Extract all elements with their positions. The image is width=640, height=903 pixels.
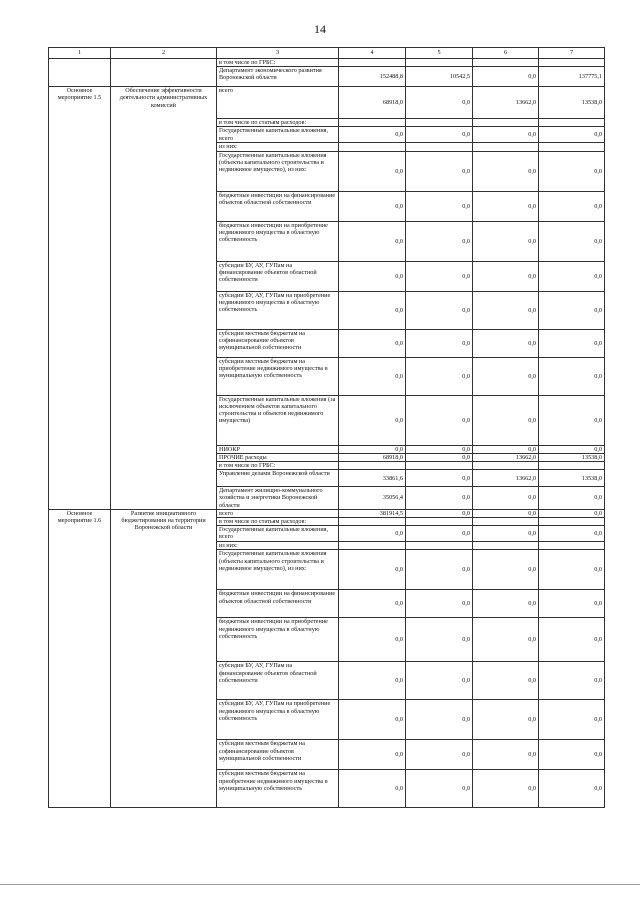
value-cell: 0,0	[406, 618, 473, 662]
value-cell: 0,0	[473, 191, 539, 221]
measure-name: Развитие инициативного бюджетирования на территории Воронежской области	[111, 509, 217, 808]
value-cell	[339, 542, 406, 550]
value-cell: 0,0	[406, 221, 473, 261]
value-cell: 0,0	[339, 329, 406, 357]
value-cell: 0,0	[339, 357, 406, 395]
value-cell: 0,0	[406, 453, 473, 461]
bottom-rule	[0, 884, 640, 885]
measure-code: Основное мероприятие 1.5	[49, 87, 111, 510]
value-cell: 0,0	[473, 127, 539, 143]
row-label: субсидии местным бюджетам на софинансирование объектов муниципальной собственности	[217, 740, 339, 770]
col-header-7: 7	[539, 48, 605, 59]
row-label: в том числе по статьям расходов:	[217, 119, 339, 127]
value-cell: 0,0	[339, 291, 406, 329]
value-cell	[406, 59, 473, 67]
value-cell: 0,0	[339, 221, 406, 261]
row-label: Государственные капитальные вложения (объекты капитального строительства и недвижимое имущество), из них:	[217, 550, 339, 590]
row-label: Департамент экономического развития Воронежской области	[217, 67, 339, 87]
value-cell	[539, 59, 605, 67]
value-cell	[539, 518, 605, 526]
value-cell: 0,0	[473, 261, 539, 291]
value-cell	[339, 518, 406, 526]
value-cell: 0,0	[473, 740, 539, 770]
row-label: Государственные капитальные вложения (за исключением объектов капитального строительства и объектов недвижимого имущества)	[217, 395, 339, 445]
continued-rows	[49, 59, 605, 87]
col-header-2: 2	[111, 48, 217, 59]
row-label: из них:	[217, 542, 339, 550]
value-cell: 381914,5	[339, 509, 406, 517]
value-cell: 0,0	[406, 740, 473, 770]
row-label: Департамент жилищно-коммунального хозяйства и энергетики Воронежской области	[217, 487, 339, 510]
value-cell: 0,0	[473, 395, 539, 445]
value-cell: 0,0	[539, 740, 605, 770]
row-label: НИОКР	[217, 445, 339, 453]
row-label: Государственные капитальные вложения, всего	[217, 127, 339, 143]
value-cell	[339, 462, 406, 470]
value-cell: 0,0	[473, 526, 539, 542]
value-cell: 13538,0	[539, 470, 605, 487]
row-label: субсидии местным бюджетам на софинансирование объектов муниципальной собственности	[217, 329, 339, 357]
value-cell: 0,0	[339, 395, 406, 445]
value-cell: 0,0	[473, 151, 539, 191]
value-cell: 0,0	[406, 700, 473, 740]
col-header-6: 6	[473, 48, 539, 59]
value-cell: 0,0	[473, 618, 539, 662]
value-cell: 0,0	[539, 357, 605, 395]
value-cell: 0,0	[406, 470, 473, 487]
row-label: бюджетные инвестиции на финансирование объектов областной собственности	[217, 590, 339, 618]
row-label: бюджетные инвестиции на приобретение недвижимого имущества в областную собственность	[217, 618, 339, 662]
row-label: бюджетные инвестиции на финансирование объектов областной собственности	[217, 191, 339, 221]
value-cell: 0,0	[539, 291, 605, 329]
row-label: в том числе по ГРБС:	[217, 462, 339, 470]
value-cell: 0,0	[539, 221, 605, 261]
value-cell: 0,0	[406, 329, 473, 357]
value-cell: 0,0	[339, 618, 406, 662]
value-cell: 152488,8	[339, 67, 406, 87]
row-label: бюджетные инвестиции на приобретение недвижимого имущества в областную собственность	[217, 221, 339, 261]
value-cell: 0,0	[539, 127, 605, 143]
value-cell: 0,0	[539, 329, 605, 357]
value-cell: 0,0	[539, 526, 605, 542]
value-cell: 0,0	[339, 770, 406, 808]
value-cell: 0,0	[473, 509, 539, 517]
value-cell	[473, 143, 539, 151]
col-header-3: 3	[217, 48, 339, 59]
value-cell	[406, 143, 473, 151]
value-cell	[406, 542, 473, 550]
value-cell: 0,0	[339, 700, 406, 740]
value-cell	[539, 143, 605, 151]
value-cell: 13538,0	[539, 87, 605, 119]
value-cell: 0,0	[406, 357, 473, 395]
value-cell: 0,0	[406, 770, 473, 808]
value-cell: 0,0	[339, 151, 406, 191]
value-cell: 0,0	[539, 151, 605, 191]
value-cell: 0,0	[473, 550, 539, 590]
value-cell: 0,0	[339, 445, 406, 453]
value-cell: 0,0	[473, 357, 539, 395]
measure-code: Основное мероприятие 1.6	[49, 509, 111, 808]
value-cell: 68918,0	[339, 453, 406, 461]
row-label: ПРОЧИЕ расходы	[217, 453, 339, 461]
row-label: всего	[217, 509, 339, 517]
value-cell: 0,0	[406, 487, 473, 510]
value-cell	[539, 462, 605, 470]
value-cell	[339, 143, 406, 151]
value-cell: 0,0	[539, 590, 605, 618]
value-cell	[339, 119, 406, 127]
row-label: в том числе по ГРБС:	[217, 59, 339, 67]
row-label: субсидии БУ, АУ, ГУПам на финансирование объектов областной собственности	[217, 261, 339, 291]
column-header-row	[49, 48, 605, 59]
value-cell: 0,0	[339, 740, 406, 770]
value-cell: 0,0	[406, 395, 473, 445]
col-header-1: 1	[49, 48, 111, 59]
value-cell: 35056,4	[339, 487, 406, 510]
value-cell: 0,0	[539, 618, 605, 662]
value-cell: 0,0	[473, 700, 539, 740]
col-header-5: 5	[406, 48, 473, 59]
value-cell	[406, 462, 473, 470]
value-cell: 13662,0	[473, 470, 539, 487]
table-row	[49, 509, 605, 517]
value-cell: 0,0	[473, 221, 539, 261]
col-header-4: 4	[339, 48, 406, 59]
value-cell: 13538,0	[539, 453, 605, 461]
empty-cell-col2	[111, 59, 217, 87]
value-cell: 0,0	[406, 151, 473, 191]
value-cell: 0,0	[406, 526, 473, 542]
page-number: 14	[314, 22, 326, 36]
value-cell	[473, 462, 539, 470]
value-cell: 0,0	[539, 509, 605, 517]
value-cell: 0,0	[406, 509, 473, 517]
value-cell: 0,0	[339, 261, 406, 291]
value-cell	[339, 59, 406, 67]
value-cell: 0,0	[473, 662, 539, 700]
value-cell: 0,0	[539, 770, 605, 808]
row-label: субсидии БУ, АУ, ГУПам на приобретение недвижимого имущества в областную собственность	[217, 291, 339, 329]
value-cell: 0,0	[406, 590, 473, 618]
block-measure-1-6	[49, 509, 605, 808]
value-cell: 0,0	[406, 445, 473, 453]
value-cell	[406, 119, 473, 127]
value-cell: 0,0	[406, 261, 473, 291]
row-label: субсидии БУ, АУ, ГУПам на финансирование объектов областной собственности	[217, 662, 339, 700]
value-cell: 0,0	[539, 700, 605, 740]
value-cell: 137775,1	[539, 67, 605, 87]
measure-name: Обеспечение эффективности деятельности административных комиссий	[111, 87, 217, 510]
value-cell: 0,0	[339, 550, 406, 590]
value-cell	[539, 542, 605, 550]
block-measure-1-5	[49, 87, 605, 510]
value-cell: 13662,0	[473, 87, 539, 119]
value-cell: 0,0	[339, 590, 406, 618]
row-label: субсидии БУ, АУ, ГУПам на приобретение недвижимого имущества в областную собственность	[217, 700, 339, 740]
row-label: субсидии местным бюджетам на приобретение недвижимого имущества в муниципальную собственность	[217, 357, 339, 395]
value-cell: 0,0	[473, 329, 539, 357]
row-label: Управление делами Воронежской области	[217, 470, 339, 487]
row-label: Государственные капитальные вложения, всего	[217, 526, 339, 542]
value-cell: 0,0	[406, 87, 473, 119]
value-cell: 0,0	[473, 445, 539, 453]
value-cell	[473, 518, 539, 526]
value-cell: 0,0	[539, 550, 605, 590]
value-cell: 0,0	[539, 395, 605, 445]
table-row	[49, 87, 605, 119]
value-cell: 0,0	[473, 770, 539, 808]
value-cell: 0,0	[539, 261, 605, 291]
value-cell: 0,0	[339, 191, 406, 221]
value-cell: 10542,5	[406, 67, 473, 87]
value-cell: 0,0	[406, 127, 473, 143]
value-cell: 0,0	[406, 191, 473, 221]
empty-cell-col1	[49, 59, 111, 87]
table-row	[49, 59, 605, 67]
value-cell: 0,0	[339, 662, 406, 700]
row-label: в том числе по статьям расходов:	[217, 518, 339, 526]
value-cell: 0,0	[473, 590, 539, 618]
value-cell: 13662,0	[473, 453, 539, 461]
value-cell	[473, 542, 539, 550]
row-label: из них:	[217, 143, 339, 151]
value-cell: 33861,6	[339, 470, 406, 487]
value-cell	[406, 518, 473, 526]
value-cell: 0,0	[339, 127, 406, 143]
value-cell: 0,0	[339, 526, 406, 542]
value-cell	[473, 119, 539, 127]
value-cell: 68918,0	[339, 87, 406, 119]
value-cell: 0,0	[473, 487, 539, 510]
value-cell: 0,0	[473, 291, 539, 329]
value-cell: 0,0	[473, 67, 539, 87]
value-cell: 0,0	[539, 191, 605, 221]
value-cell	[539, 119, 605, 127]
value-cell: 0,0	[539, 487, 605, 510]
value-cell: 0,0	[539, 445, 605, 453]
value-cell: 0,0	[406, 662, 473, 700]
row-label: Государственные капитальные вложения (объекты капитального строительства и недвижимое имущество), из них:	[217, 151, 339, 191]
value-cell: 0,0	[539, 662, 605, 700]
row-label: всего	[217, 87, 339, 119]
value-cell	[473, 59, 539, 67]
budget-table	[48, 47, 605, 808]
value-cell: 0,0	[406, 291, 473, 329]
row-label: субсидии местным бюджетам на приобретение недвижимого имущества в муниципальную собственность	[217, 770, 339, 808]
value-cell: 0,0	[406, 550, 473, 590]
